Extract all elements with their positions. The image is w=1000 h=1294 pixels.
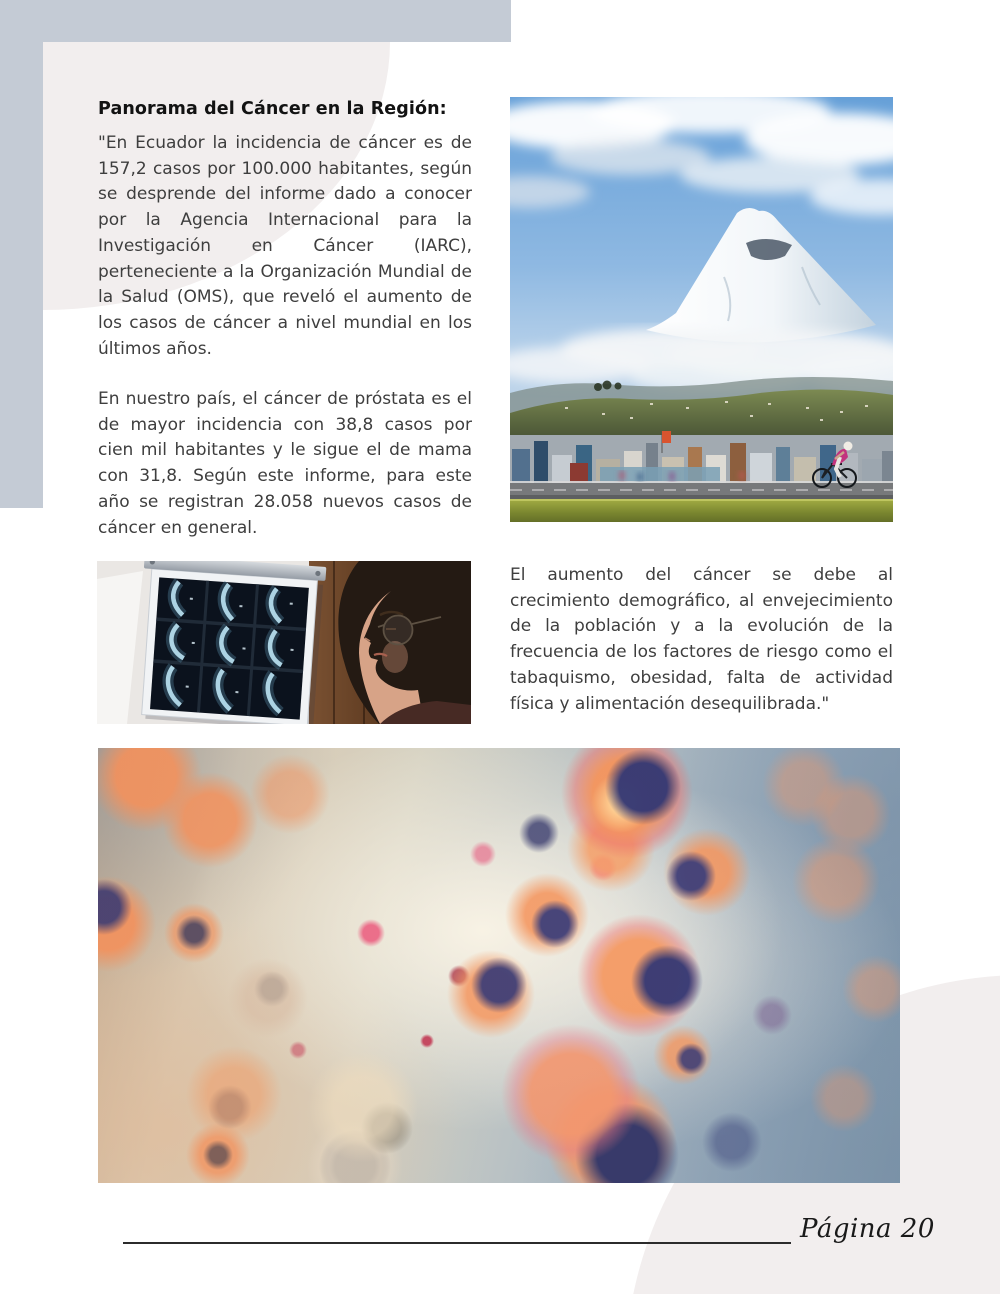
section-heading: Panorama del Cáncer en la Región: xyxy=(98,99,447,119)
footer-rule xyxy=(123,1242,791,1244)
road xyxy=(510,481,893,501)
paragraph-cancer-incidence: "En Ecuador la incidencia de cáncer es de 157,2 casos por 100.000 habitantes, según se desprende del informe dado a conocer por la Agencia Internacional para la Investigación en Cáncer (IARC), perteneciente a la Organización Mundial de la Salud (OMS), que reveló el aumento de los casos de cáncer a nivel mundial en los últimos años. xyxy=(98,133,472,359)
photo-quito-cotopaxi xyxy=(510,97,893,522)
photo-cancer-cells xyxy=(98,748,900,1183)
flag xyxy=(662,431,671,443)
paragraph-prostate-breast: En nuestro país, el cáncer de próstata es el de mayor incidencia con 38,8 casos por cien mil habitantes y le sigue el de mama con 31,8. Según este informe, para este año se registran 28.058 nuevos casos de cáncer en general. xyxy=(98,389,472,538)
paragraph-cancer-growth: El aumento del cáncer se debe al crecimiento demográfico, al envejecimiento de la población y a la evolución de la frecuencia de los factores de riesgo como el tabaquismo, obesidad, falta de actividad física y alimentación desequilibrada." xyxy=(510,565,893,714)
grass xyxy=(510,499,893,522)
xray-lightbox xyxy=(133,561,326,724)
page-number: Página 20 xyxy=(800,1214,935,1244)
glasses xyxy=(384,616,413,645)
photo-woman-xray xyxy=(97,561,471,724)
xray-photo-illustration xyxy=(97,561,471,724)
city-photo-illustration xyxy=(510,97,893,522)
top-bar-decoration xyxy=(0,0,511,42)
left-bar-decoration xyxy=(0,0,43,508)
